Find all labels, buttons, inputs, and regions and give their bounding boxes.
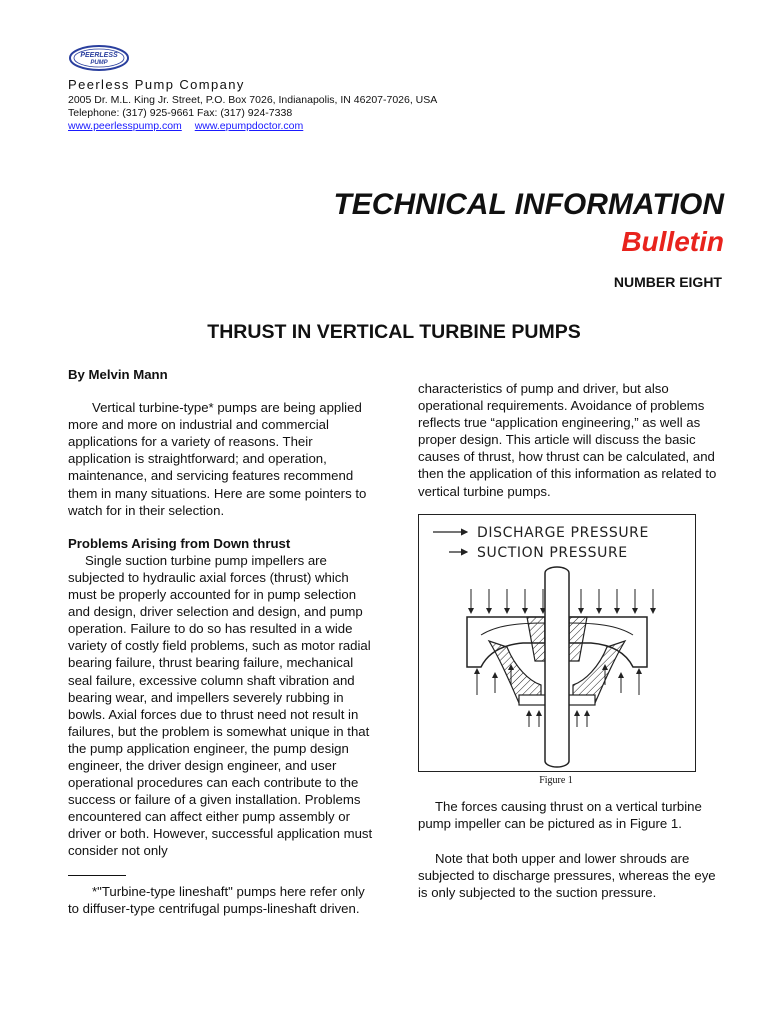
telephone-line: Telephone: (317) 925-9661 Fax: (317) 924-7338 bbox=[68, 107, 293, 119]
left-column bbox=[68, 366, 378, 860]
section-body: Single suction turbine pump impellers are subjected to hydraulic axial forces (thrust) which must be properly accounted for in pump selection and design, driver selection and design, and pump operation. Failure to do so has resulted in a wide variety of costly field problems, such as motor radial bearing failure, thrust bearing failure, mechanical seal failure, excessive column shaft vibration and bearing wear, and impellers severely rubbing in bowls. Axial forces due to thrust need not result in failures, but the problem is somewhat unique in that the pump application engineer, the pump design engineer, the driver design engineer, and user operational procedures can each contribute to the success or failure of a given installation. Problems encountered can affect either pump assembly or driver or both. However, successful application must consider not only bbox=[68, 552, 373, 859]
peerless-logo-icon bbox=[68, 44, 130, 72]
paragraph-after-figure bbox=[418, 798, 724, 832]
impeller-diagram bbox=[419, 515, 695, 771]
forces-paragraph: The forces causing thrust on a vertical turbine pump impeller can be pictured as in Figure 1. bbox=[418, 799, 702, 832]
shrouds-paragraph: Note that both upper and lower shrouds are subjected to discharge pressures, whereas the eye is only subjected to the suction pressure. bbox=[418, 851, 716, 901]
intro-paragraph: Vertical turbine-type* pumps are being applied more and more on industrial and commercial applications for a variety of reasons. Their application is straightforward; and operation, maintenance, and servicing features recommend them in many situations. Here are some pointers to watch for in their selection. bbox=[68, 400, 367, 518]
bulletin-subtitle: Bulletin bbox=[621, 226, 724, 257]
continuation-paragraph: characteristics of pump and driver, but also operational requirements. Avoidance of problems reflects true “application engineering,” as well as proper design. This article will discuss the basic causes of thrust, how thrust can be calculated, and then the application of this information as related to vertical turbine pumps. bbox=[418, 381, 717, 499]
company-name: Peerless Pump Company bbox=[68, 77, 245, 92]
byline: By Melvin Mann bbox=[68, 367, 168, 382]
section-heading: Problems Arising from Down thrust bbox=[68, 535, 291, 551]
footnote-text: *"Turbine-type lineshaft" pumps here refer only to diffuser-type centrifugal pumps-lineshaft driven. bbox=[68, 884, 365, 917]
legend-discharge: DISCHARGE PRESSURE bbox=[477, 525, 649, 541]
svg-text:PUMP: PUMP bbox=[90, 60, 108, 66]
footnote bbox=[68, 883, 378, 917]
bulletin-number: NUMBER EIGHT bbox=[613, 274, 722, 290]
figure-1 bbox=[418, 514, 696, 772]
svg-text:PEERLESS: PEERLESS bbox=[80, 52, 118, 59]
address-line: 2005 Dr. M.L. King Jr. Street, P.O. Box 7026, Indianapolis, IN 46207-7026, USA bbox=[68, 94, 438, 106]
article-title: THRUST IN VERTICAL TURBINE PUMPS bbox=[207, 321, 581, 343]
pump-shaft bbox=[545, 567, 569, 767]
company-logo bbox=[68, 44, 130, 72]
legend-suction: SUCTION PRESSURE bbox=[477, 545, 628, 561]
right-column-continuation bbox=[418, 380, 724, 500]
link-peerlesspump[interactable]: www.peerlesspump.com bbox=[68, 120, 182, 132]
website-links bbox=[68, 120, 313, 132]
final-paragraph bbox=[418, 850, 724, 901]
company-address bbox=[68, 94, 437, 120]
footnote-divider bbox=[68, 875, 126, 876]
link-epumpdoctor[interactable]: www.epumpdoctor.com bbox=[194, 120, 304, 132]
figure-caption: Figure 1 bbox=[539, 775, 573, 786]
technical-information-title: TECHNICAL INFORMATION bbox=[333, 188, 724, 221]
